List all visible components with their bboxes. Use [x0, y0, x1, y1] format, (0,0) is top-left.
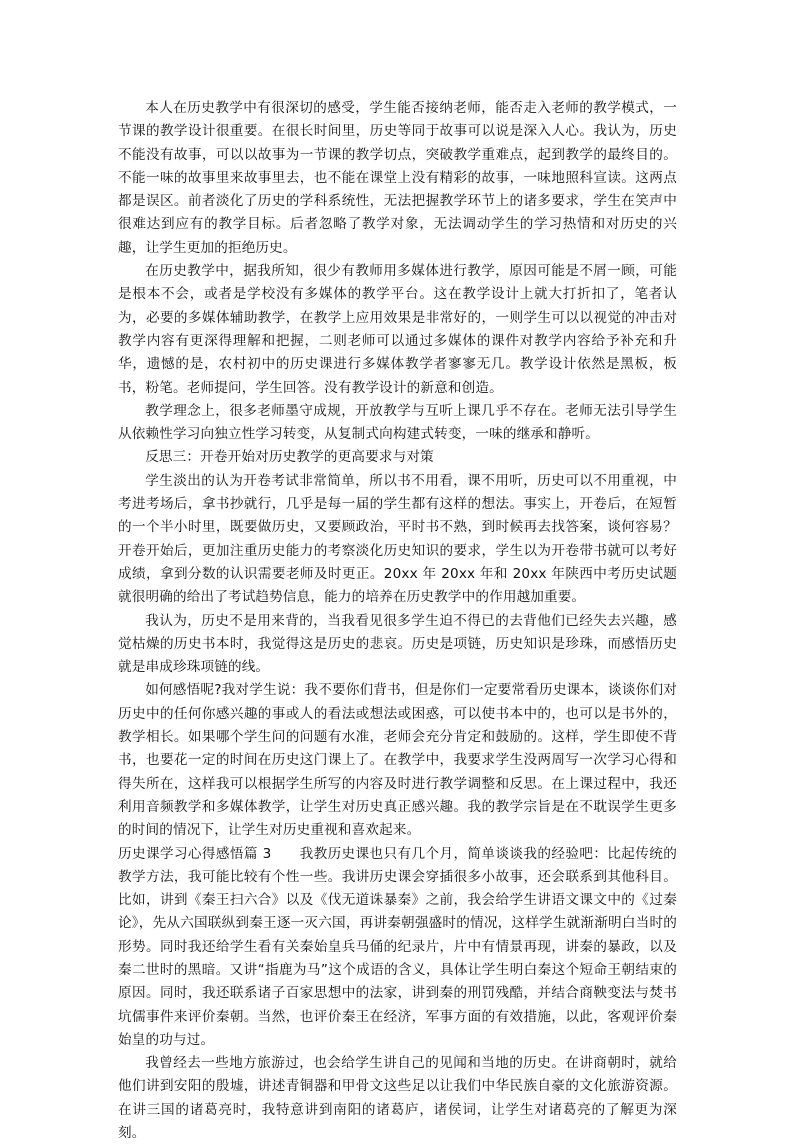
paragraph-open-book-exam: 学生淡出的认为开卷考试非常简单，所以书不用看，课不用听，历史可以不用重视，中考进考场后，拿书抄就行，几乎是每一届的学生都有这样的想法。事实上，开卷后，在短暂的一个半小时里，既要做历史，又要顾政治，平时书不熟，到时候再去找答案，谈何容易？开卷开始后，更加注重历史能力的考察淡化历史知识的要求，学生以为开卷带书就可以考好成绩，拿到分数的认识需要老师及时更正。20xx 年 20xx 年和 20xx 年陕西中考历史试题就很明确的给出了考试趋势信息，能力的培养在历史教学中的作用越加重要。 [118, 472, 677, 606]
document-page [118, 97, 677, 1145]
paragraph-how-to-feel: 如何感悟呢?我对学生说：我不要你们背书，但是你们一定要常看历史课本，谈谈你们对历史中的任何你感兴趣的事或人的看法或想法或困惑，可以使书本中的，也可以是书外的，教学相长。如果哪个学生问的问题有水准，老师会充分肯定和鼓励的。这样，学生即使不背书，也要花一定的时间在历史这门课上了。在教学中，我要求学生没两周写一次学习心得和得失所在，这样我可以根据学生所写的内容及时进行教学调整和反思。在上课过程中，我还利用音频教学和多媒体教学，让学生对历史真正感兴趣。我的教学宗旨是在不耽误学生更多的时间的情况下，让学生对历史重视和喜欢起来。 [118, 682, 677, 839]
paragraph-teaching-design: 本人在历史教学中有很深切的感受，学生能否接纳老师，能否走入老师的教学模式，一节课的教学设计很重要。在很长时间里，历史等同于故事可以说是深入人心。我认为，历史不能没有故事，可以以故事为一节课的教学切点，突破教学重难点，起到教学的最终目的。不能一味的故事里来故事里去，也不能在课堂上没有精彩的故事，一味地照科宣读。这两点都是误区。前者淡化了历史的学科系统性，无法把握教学环节上的诸多要求，学生在笑声中很难达到应有的教学目标。后者忽略了教学对象，无法调动学生的学习热情和对历史的兴趣，让学生更加的拒绝历史。 [118, 100, 677, 256]
paragraph-multimedia-teaching: 在历史教学中，据我所知，很少有教师用多媒体进行教学，原因可能是不屑一顾，可能是根本不会，或者是学校没有多媒体的教学平台。这在教学设计上就大打折扣了，笔者认为，必要的多媒体辅助教学，在教学上应用效果是非常好的，一则学生可以以视觉的冲击对教学内容有更深得理解和把握，二则老师可以通过多媒体的课件对教学内容给予补充和升华，遗憾的是，农村初中的历史课进行多媒体教学者寥寥无几。教学设计依然是黑板，板书，粉笔。老师提问，学生回答。没有教学设计的新意和创造。 [118, 263, 677, 396]
paragraph-teaching-philosophy: 教学理念上，很多老师墨守成规，开放教学与互听上课几乎不存在。老师无法引导学生从依赖性学习向独立性学习转变，从复制式向构建式转变，一味的继承和静听。 [118, 402, 677, 443]
paragraph-history-necklace: 我认为，历史不是用来背的，当我看见很多学生迫不得已的去背他们已经失去兴趣，感觉枯燥的历史书本时，我觉得这是历史的悲哀。历史是项链，历史知识是珍珠，而感悟历史就是串成珍珠项链的线。 [118, 612, 677, 676]
paragraph-travel-history: 我曾经去一些地方旅游过，也会给学生讲自己的见闻和当地的历史。在讲商朝时，就给他们讲到安阳的殷墟，讲述青铜器和甲骨文这些足以让我们中华民族自豪的文化旅游资源。在讲三国的诸葛亮时，我特意讲到南阳的诸葛庐，诸侯词，让学生对诸葛亮的了解更为深刻。 [118, 1055, 677, 1142]
section-heading-reflection-three: 反思三：开卷开始对历史教学的更高要求与对策 [145, 449, 434, 466]
paragraph-essay-three: 历史课学习心得感悟篇 3 我教历史课也只有几个月，简单谈谈我的经验吧：比起传统的教学方法，我可能比较有个性一些。我讲历史课会穿插很多小故事，还会联系到其他科目。比如，讲到《秦王扫六合》以及《伐无道诛暴秦》之前，我会给学生讲语文课文中的《过秦论》，先从六国联纵到秦王逐一灭六国，再讲秦朝强盛时的情况，这样学生就渐渐明白当时的形势。同时我还给学生看有关秦始皇兵马俑的纪录片，片中有情景再现，讲秦的暴政，以及秦二世时的黑暗。又讲“指鹿为马”这个成语的含义，具体让学生明白秦这个短命王朝结束的原因。同时，我还联系诸子百家思想中的法家，讲到秦的刑罚残酷，并结合商鞅变法与焚书坑儒事件来评价秦朝。当然，也评价秦王在经济，军事方面的有效措施，以此，客观评价秦始皇的功与过。 [118, 845, 677, 1048]
